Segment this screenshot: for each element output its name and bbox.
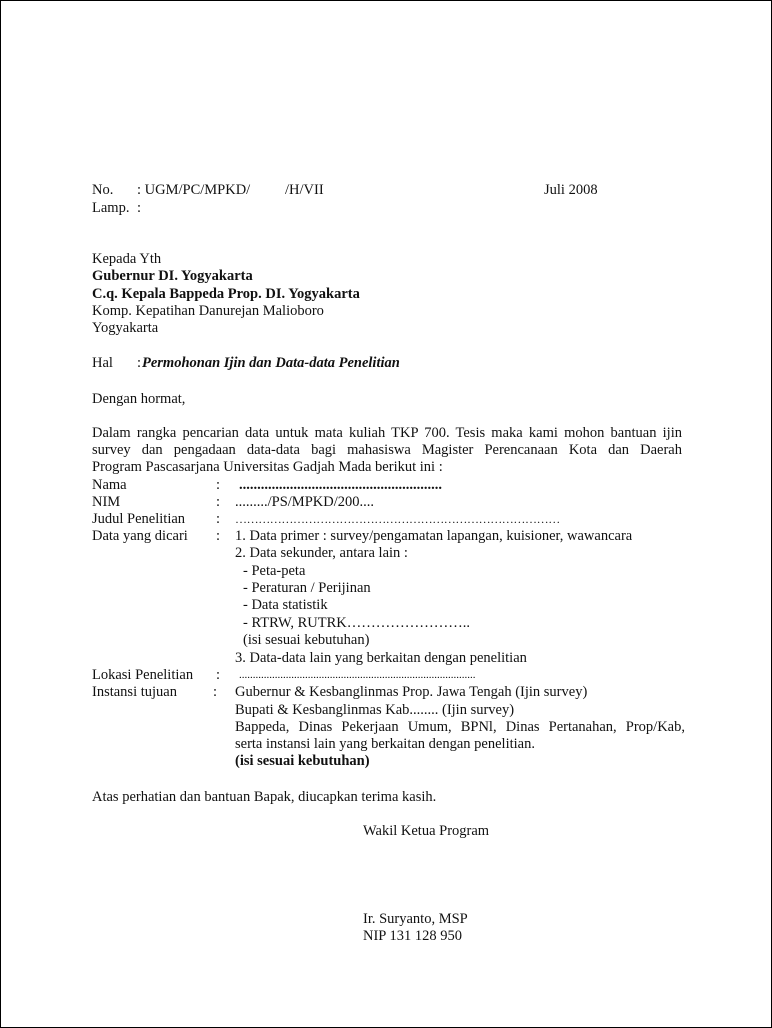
field-nim-colon: : (216, 494, 221, 510)
institution-item-note: (isi sesuai kebutuhan) (235, 753, 370, 769)
letter-date: Juli 2008 (544, 182, 598, 198)
field-name-value: ........................................................ (239, 477, 442, 493)
greeting: Dengan hormat, (92, 391, 186, 407)
subject-value: Permohonan Ijin dan Data-data Penelitian (142, 355, 400, 371)
field-data-label: Data yang dicari (92, 528, 188, 544)
recipient-salutation: Kepada Yth (92, 251, 162, 267)
intro-line-1: Dalam rangka pencarian data untuk mata kuliah TKP 700. Tesis maka kami mohon bantuan ijin (92, 425, 682, 441)
institution-item-2: Bupati & Kesbanglinmas Kab........ (Ijin survey) (235, 702, 515, 718)
recipient-line-2: C.q. Kepala Bappeda Prop. DI. Yogyakarta (92, 286, 360, 302)
data-subitem-regulations: - Peraturan / Perijinan (243, 580, 371, 596)
field-location-colon: : (216, 667, 221, 683)
recipient-line-4: Yogyakarta (92, 320, 159, 336)
institution-item-1: Gubernur & Kesbanglinmas Prop. Jawa Tengah (Ijin survey) (235, 684, 588, 700)
recipient-line-3: Komp. Kepatihan Danurejan Malioboro (92, 303, 324, 319)
institution-item-3: Bappeda, Dinas Pekerjaan Umum, BPNl, Dinas Pertanahan, Prop/Kab, (235, 719, 685, 735)
subject-label: Hal (92, 355, 113, 371)
data-item-primary: 1. Data primer : survey/pengamatan lapangan, kuisioner, wawancara (235, 528, 633, 544)
field-name-colon: : (216, 477, 221, 493)
field-institution-colon: : (213, 684, 218, 700)
signatory-nip: NIP 131 128 950 (363, 928, 462, 944)
field-location-value: ...................................................................................... (239, 669, 476, 681)
data-subitem-maps: - Peta-peta (243, 563, 306, 579)
signatory-title: Wakil Ketua Program (363, 823, 490, 839)
data-subitem-statistics: - Data statistik (243, 597, 328, 613)
attachment-value: : (137, 200, 142, 216)
data-subitem-rtrw: - RTRW, RUTRK…………………….. (243, 615, 470, 631)
data-item-other: 3. Data-data lain yang berkaitan dengan penelitian (235, 650, 527, 666)
attachment-label: Lamp. (92, 200, 130, 216)
closing-sentence: Atas perhatian dan bantuan Bapak, diucapkan terima kasih. (92, 789, 437, 805)
subject-colon: : (137, 355, 142, 371)
data-subitem-note: (isi sesuai kebutuhan) (243, 632, 370, 648)
field-name-label: Nama (92, 477, 127, 493)
field-title-label: Judul Penelitian (92, 511, 186, 527)
field-data-colon: : (216, 528, 221, 544)
data-item-secondary: 2. Data sekunder, antara lain : (235, 545, 408, 561)
field-institution-label: Instansi tujuan (92, 684, 177, 700)
letter-number-value: : UGM/PC/MPKD/ (137, 182, 251, 198)
field-nim-label: NIM (92, 494, 121, 510)
signatory-name: Ir. Suryanto, MSP (363, 911, 468, 927)
letter-number-label: No. (92, 182, 114, 198)
letter-number-suffix: /H/VII (285, 182, 324, 198)
field-location-label: Lokasi Penelitian (92, 667, 194, 683)
intro-line-2: survey dan pengadaan data-data bagi mahasiswa Magister Perencanaan Kota dan Daerah (92, 442, 682, 458)
intro-line-3: Program Pascasarjana Universitas Gadjah Mada berikut ini : (92, 459, 443, 475)
recipient-line-1: Gubernur DI. Yogyakarta (92, 268, 253, 284)
field-nim-value: ........./PS/MPKD/200.... (235, 494, 374, 510)
field-title-colon: : (216, 511, 221, 527)
field-title-value: ………………………………………………………………………… (235, 512, 560, 526)
institution-item-4: serta instansi lain yang berkaitan dengan penelitian. (235, 736, 535, 752)
